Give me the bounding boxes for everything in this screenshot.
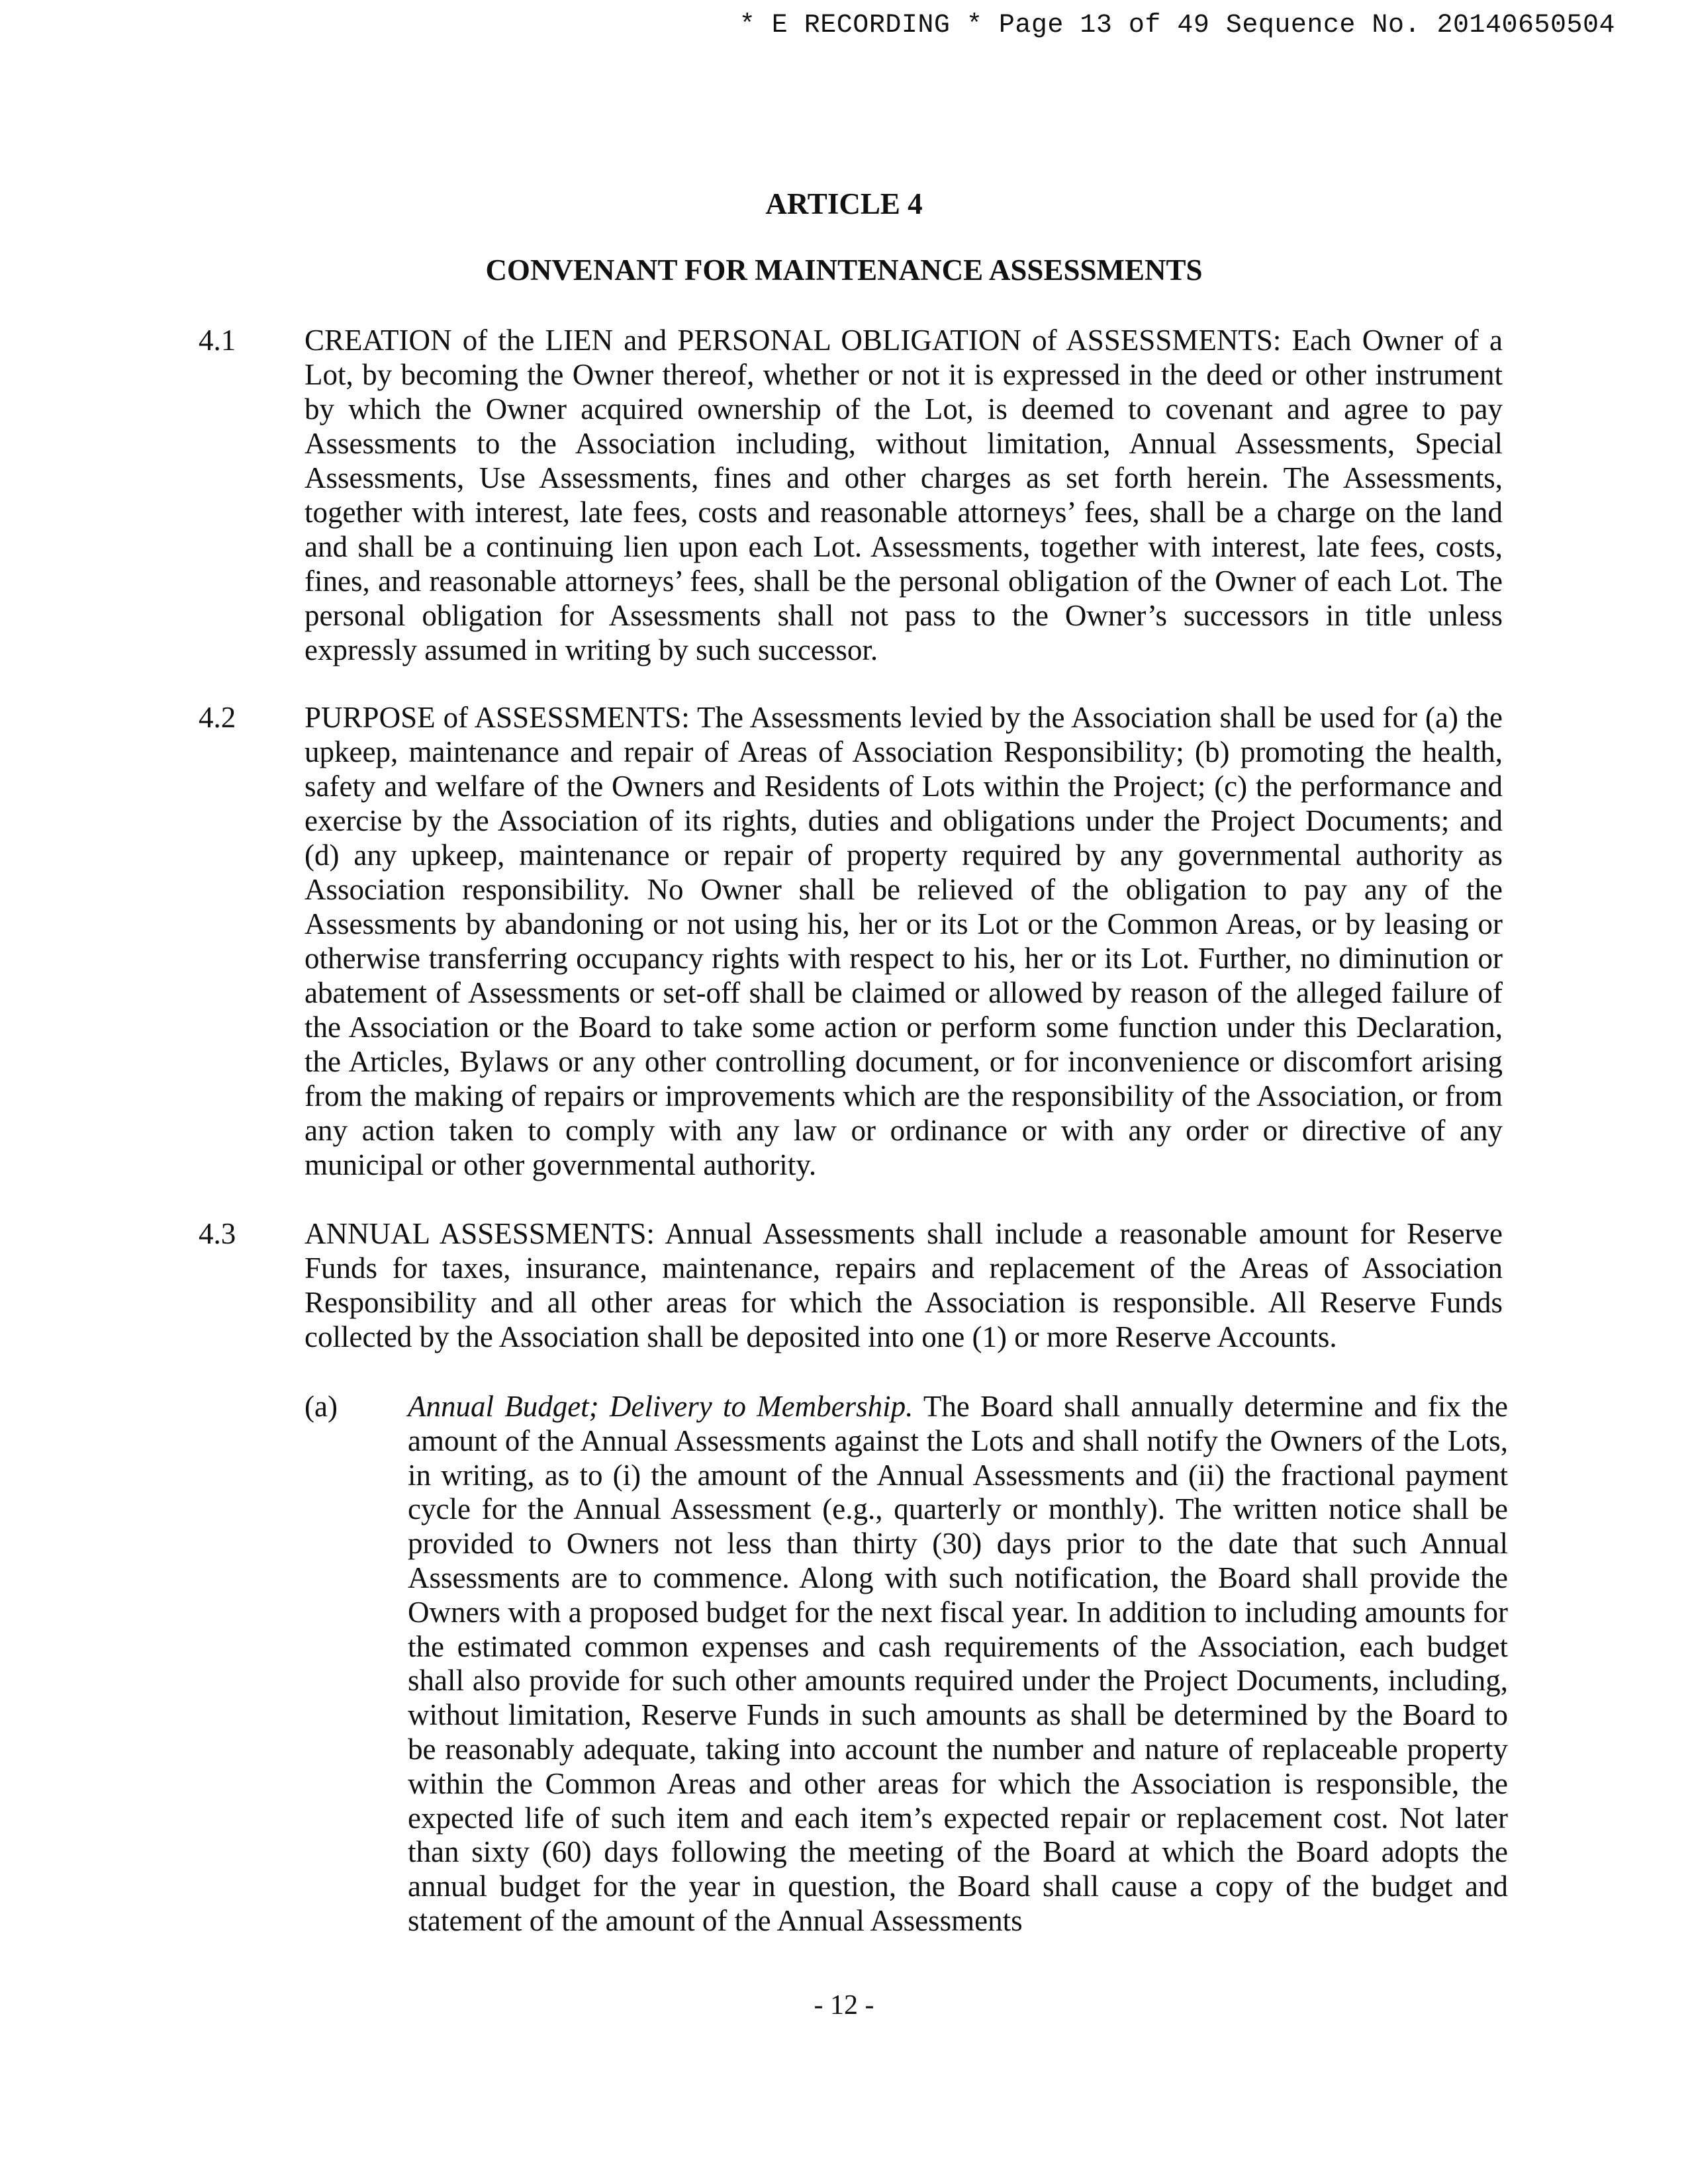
section-text: PURPOSE of ASSESSMENTS: The Assessments levied by the Association shall be used for (a) the upkeep, maintenance and repair of Areas of Association Responsibility; (b) promoting the health, safety and welfare of the Owners and Residents of Lots within the Project; (c) the performance and exercise by the Association of its rights, duties and obligations under the Project Documents; and (d) any upkeep, maintenance or repair of property required by any governmental authority as Association responsibility. No Owner shall be relieved of the obligation to pay any of the Assessments by abandoning or not using his, her or its Lot or the Common Areas, or by leasing or otherwise transferring occupancy rights with respect to his, her or its Lot. Further, no diminution or abatement of Assessments or set-off shall be claimed or allowed by reason of the alleged failure of the Association or the Board to take some action or perform some function under this Declaration, the Articles, Bylaws or any other controlling document, or for inconvenience or discomfort arising from the making of repairs or improvements which are the responsibility of the Association, or from any action taken to comply with any law or ordinance or with any order or directive of any municipal or other governmental authority. (305, 701, 1503, 1181)
page-number: - 12 - (814, 1990, 874, 2021)
section-text: CREATION of the LIEN and PERSONAL OBLIGATION of ASSESSMENTS: Each Owner of a Lot, by becoming the Owner thereof, whether or not it is expressed in the deed or other instrument by which the Owner acquired ownership of the Lot, is deemed to covenant and agree to pay Assessments to the Association including, without limitation, Annual Assessments, Special Assessments, Use Assessments, fines and other charges as set forth herein. The Assessments, together with interest, late fees, costs and reasonable attorneys’ fees, shall be a charge on the land and shall be a continuing lien upon each Lot. Assessments, together with interest, late fees, costs, fines, and reasonable attorneys’ fees, shall be the personal obligation of the Owner of each Lot. The personal obligation for Assessments shall not pass to the Owner’s successors in title unless expressly assumed in writing by such successor. (305, 324, 1503, 666)
subsection-letter: (a) (305, 1390, 338, 1423)
recording-stamp: * E RECORDING * Page 13 of 49 Sequence No. 20140650504 (739, 11, 1615, 40)
section-number: 4.1 (199, 324, 236, 357)
subsection-paragraph (408, 1390, 1508, 1938)
section-number: 4.2 (199, 701, 236, 734)
section-number: 4.3 (199, 1217, 236, 1250)
article-title: CONVENANT FOR MAINTENANCE ASSESSMENTS (485, 253, 1203, 287)
subsection-text: The Board shall annually determine and fix the amount of the Annual Assessments against the Lots and shall notify the Owners of the Lots, in writing, as to (i) the amount of the Annual Assessments and (ii) the fractional payment cycle for the Annual Assessment (e.g., quarterly or monthly). The written notice shall be provided to Owners not less than thirty (30) days prior to the date that such Annual Assessments are to commence. Along with such notification, the Board shall provide the Owners with a proposed budget for the next fiscal year. In addition to including amounts for the estimated common expenses and cash requirements of the Association, each budget shall also provide for such other amounts required under the Project Documents, including, without limitation, Reserve Funds in such amounts as shall be determined by the Board to be reasonably adequate, taking into account the number and nature of replaceable property within the Common Areas and other areas for which the Association is responsible, the expected life of such item and each item’s expected repair or replacement cost. Not later than sixty (60) days following the meeting of the Board at which the Board adopts the annual budget for the year in question, the Board shall cause a copy of the budget and statement of the amount of the Annual Assessments (408, 1390, 1509, 1937)
article-number: ARTICLE 4 (765, 187, 923, 220)
subsection-heading: Annual Budget; Delivery to Membership. (408, 1390, 914, 1423)
section-text: ANNUAL ASSESSMENTS: Annual Assessments shall include a reasonable amount for Reserve Funds for taxes, insurance, maintenance, repairs and replacement of the Areas of Association Responsibility and all other areas for which the Association is responsible. All Reserve Funds collected by the Association shall be deposited into one (1) or more Reserve Accounts. (305, 1217, 1503, 1353)
